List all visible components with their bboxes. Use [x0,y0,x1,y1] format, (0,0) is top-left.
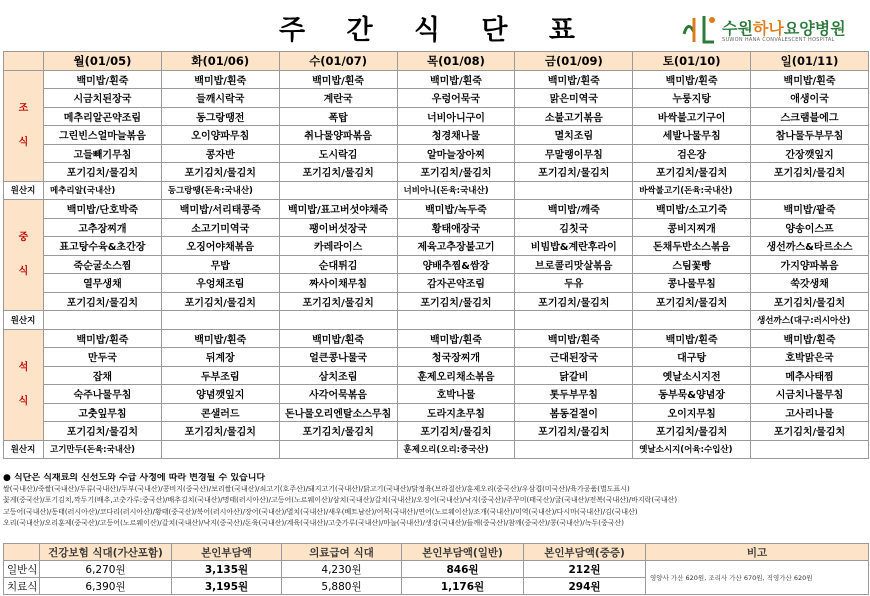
cost-note: 영양사 가산 620원, 조리사 가산 670원, 직영가산 620원 [646,561,869,595]
menu-item: 포기김치/물김치 [279,422,397,441]
menu-item: 간장깻잎지 [751,144,869,163]
menu-item: 소불고기볶음 [515,107,633,126]
menu-item: 누룽지탕 [633,89,751,108]
menu-item: 스팀꽃빵 [633,255,751,274]
menu-item: 오이지무침 [633,403,751,422]
origin-item [515,440,633,459]
menu-item: 훈제오리채소볶음 [397,366,515,385]
cost-header: 의료급여 식대 [282,544,402,561]
menu-item: 옛날소시지전 [633,366,751,385]
menu-item: 포기김치/물김치 [397,163,515,182]
menu-item: 만두국 [44,348,162,367]
menu-row [4,366,869,385]
menu-item: 맑은미역국 [515,89,633,108]
origin-item [633,311,751,330]
menu-row [4,422,869,441]
menu-item: 너비아니구이 [397,107,515,126]
menu-item: 그린빈스얼마늘볶음 [44,126,162,145]
menu-item: 호박나물 [397,385,515,404]
menu-item: 오징어야채볶음 [161,237,279,256]
menu-item: 백미밥/소고기죽 [633,200,751,219]
day-header: 금(01/09) [515,52,633,71]
menu-item: 쑥갓생채 [751,274,869,293]
menu-item: 돈채두반소스볶음 [633,237,751,256]
menu-item: 두유 [515,274,633,293]
meal-label-dinner: 석 식 [4,329,44,440]
menu-item: 백미밥/흰죽 [751,70,869,89]
menu-item: 알마늘장아찌 [397,144,515,163]
origin-item [515,311,633,330]
origin-item [161,440,279,459]
menu-item: 우엉채조림 [161,274,279,293]
notes-origin-line: 고등어(국내산)/동태(러시아산)/코다리(러시아산)/황태(중국산)/북어(러시아산)/장어(국내산)/멸치(국내산)/새우(베트남산)/어묵(국내산)/연어(노르웨이산)/조개(국내산)/미역(국내산)/다시마(국내산)/김(국내산) [3,507,638,516]
menu-item: 포기김치/물김치 [751,292,869,311]
meal-label-lunch: 중 식 [4,200,44,311]
menu-item: 콩나물무침 [633,274,751,293]
menu-row [4,329,869,348]
menu-item: 생선까스&타르소스 [751,237,869,256]
cost-value: 1,176원 [402,578,524,595]
day-header: 수(01/07) [279,52,397,71]
meal-label-breakfast: 조 식 [4,70,44,181]
cost-value: 5,880원 [282,578,402,595]
cost-value: 3,195원 [172,578,282,595]
menu-item: 양송이스프 [751,218,869,237]
menu-item: 콘샐러드 [161,403,279,422]
menu-item: 포기김치/물김치 [633,163,751,182]
origin-item [279,440,397,459]
menu-row [4,70,869,89]
menu-item: 바싹불고기구이 [633,107,751,126]
menu-item: 무말랭이무침 [515,144,633,163]
menu-item: 시금치된장국 [44,89,162,108]
corner-cell [4,52,44,71]
menu-item: 뒤계장 [161,348,279,367]
menu-item: 백미밥/녹두죽 [397,200,515,219]
menu-item: 포기김치/물김치 [515,422,633,441]
cost-row-label: 일반식 [4,561,40,578]
menu-item: 백미밥/팥죽 [751,200,869,219]
menu-item: 청국장찌개 [397,348,515,367]
menu-item: 검은장 [633,144,751,163]
origin-item: 너비아니(돈육:국내산) [397,181,515,200]
origin-item [279,311,397,330]
origin-item [279,181,397,200]
origin-item: 생선까스(대구:러시아산) [751,311,869,330]
menu-item: 멸치조림 [515,126,633,145]
origin-item [397,311,515,330]
cost-header: 비고 [646,544,869,561]
menu-item: 백미밥/흰죽 [161,70,279,89]
menu-item: 소고기미역국 [161,218,279,237]
menu-item: 포기김치/물김치 [397,292,515,311]
menu-row [4,126,869,145]
menu-item: 호박맑은국 [751,348,869,367]
menu-item: 포기김치/물김치 [397,422,515,441]
menu-item: 포기김치/물김치 [161,422,279,441]
origin-item: 옛날소시지(어육:수입산) [633,440,751,459]
menu-item: 잡채 [44,366,162,385]
menu-item: 시금치나물무침 [751,385,869,404]
menu-item: 열무생채 [44,274,162,293]
origin-item [751,181,869,200]
menu-item: 비빔밥&계란후라이 [515,237,633,256]
menu-row [4,274,869,293]
day-header: 토(01/10) [633,52,751,71]
menu-item: 얼큰콩나물국 [279,348,397,367]
menu-item: 고춧잎무침 [44,403,162,422]
origin-row [4,311,869,330]
menu-item: 포기김치/물김치 [515,163,633,182]
menu-item: 짜사이채무침 [279,274,397,293]
menu-item: 삼치조림 [279,366,397,385]
menu-item: 백미밥/흰죽 [44,329,162,348]
notes-disclaimer: ● 식단은 식재료의 신선도와 수급 사정에 따라 변경될 수 있습니다 [3,473,266,483]
menu-item: 숙주나물무침 [44,385,162,404]
menu-item: 제육고추장불고기 [397,237,515,256]
meal-cost-table [3,543,869,595]
origin-row [4,440,869,459]
menu-item: 동그랑땡전 [161,107,279,126]
menu-item: 동부묵&양념장 [633,385,751,404]
menu-row [4,403,869,422]
menu-item: 대구탕 [633,348,751,367]
menu-item: 애생이국 [751,89,869,108]
menu-item: 백미밥/흰죽 [633,329,751,348]
weekly-menu-table [3,51,869,459]
menu-item: 양배추찜&쌈장 [397,255,515,274]
cost-header [4,544,40,561]
menu-item: 포기김치/물김치 [633,422,751,441]
menu-item: 포기김치/물김치 [279,163,397,182]
menu-item: 순대튀김 [279,255,397,274]
menu-item: 김칫국 [515,218,633,237]
menu-item: 콩비지찌개 [633,218,751,237]
origin-item [44,311,162,330]
cost-value: 212원 [524,561,646,578]
cost-row-label: 치료식 [4,578,40,595]
menu-item: 포기김치/물김치 [751,163,869,182]
menu-item: 스크램블에그 [751,107,869,126]
menu-item: 팽이버섯장국 [279,218,397,237]
menu-item: 사각어묵볶음 [279,385,397,404]
origin-label: 원산지 [4,440,44,459]
menu-item: 포기김치/물김치 [279,292,397,311]
origin-item [751,440,869,459]
menu-item: 근대된장국 [515,348,633,367]
day-header: 화(01/06) [161,52,279,71]
day-header: 월(01/05) [44,52,162,71]
menu-item: 포기김치/물김치 [44,163,162,182]
cost-value: 3,135원 [172,561,282,578]
day-header-row [4,52,869,71]
menu-item: 톳두부무침 [515,385,633,404]
cost-header: 본인부담액 [172,544,282,561]
menu-item: 돈나물오리엔탈소스무침 [279,403,397,422]
menu-item: 포기김치/물김치 [44,292,162,311]
menu-item: 들깨시락국 [161,89,279,108]
day-header: 목(01/08) [397,52,515,71]
menu-item: 백미밥/흰죽 [397,329,515,348]
menu-row [4,218,869,237]
menu-row [4,163,869,182]
menu-item: 포기김치/물김치 [751,422,869,441]
menu-item: 백미밥/흰죽 [751,329,869,348]
menu-item: 백미밥/단호박죽 [44,200,162,219]
menu-item: 고추장찌개 [44,218,162,237]
cost-value: 294원 [524,578,646,595]
menu-item: 포기김치/물김치 [161,163,279,182]
menu-item: 백미밥/흰죽 [279,329,397,348]
menu-item: 포기김치/물김치 [161,292,279,311]
menu-item: 세발나물무침 [633,126,751,145]
menu-item: 백미밥/깨죽 [515,200,633,219]
menu-item: 포기김치/물김치 [515,292,633,311]
notes-origin-line: 쌀(국내산)/죽쌀(국내산)/두류(국내산)/두부(국내산)/콩비지(중국산)/보리쌀(국내산)/쇠고기(호주산)/돼지고기(국내산)/닭고기(국내산)/닭정육(브라질산)/훈제오리(중국산)/우삼겹(미국산)/육가공품(별도표시) [3,485,630,494]
menu-item: 우렁어묵국 [397,89,515,108]
menu-item: 황태애장국 [397,218,515,237]
menu-item: 백미밥/표고버섯야채죽 [279,200,397,219]
origin-item [515,181,633,200]
cost-header: 건강보험 식대(가산포함) [40,544,172,561]
cost-value: 4,230원 [282,561,402,578]
menu-item: 메추사태찜 [751,366,869,385]
day-header: 일(01/11) [751,52,869,71]
menu-item: 표고탕수육&초간장 [44,237,162,256]
menu-row [4,385,869,404]
menu-item: 백미밥/흰죽 [633,70,751,89]
hospital-subtitle: SUWON HANA CONVALESCENT HOSPITAL [722,37,835,43]
menu-item: 브로콜리맛살볶음 [515,255,633,274]
menu-row [4,107,869,126]
origin-row [4,181,869,200]
cost-value: 846원 [402,561,524,578]
cost-value: 6,270원 [40,561,172,578]
menu-item: 무밥 [161,255,279,274]
menu-row [4,144,869,163]
notes-origin-line: 오리(국내산)/오리훈제(중국산)/고등어(노르웨이산)/갈치(국내산)/낙지(중국산)/돈육(국내산)/계육(국내산)/고춧가루(국내산)/마늘(국내산)/생강(국내산)/들깨(중국산)/참깨(중국산)/콩(국내산)/녹두(중국산) [3,518,625,527]
cost-value: 6,390원 [40,578,172,595]
hospital-logo [680,10,865,50]
menu-item: 죽순굴소스찜 [44,255,162,274]
menu-item: 콩자반 [161,144,279,163]
menu-item: 백미밥/흰죽 [397,70,515,89]
notes-origin-line: 꽃게(중국산)/포기김치,깍두기(배추,고춧가루:중국산)/배추김치(국내산)/명태(러시아산)/고등어(노르웨이산)/삼치(국내산)/갈치(국내산)/오징어(국내산)/낙지(중국산)/주꾸미(태국산)/굴(국내산)/전복(국내산)/바지락(국내산) [3,496,678,505]
menu-item: 폭탑 [279,107,397,126]
menu-item: 메추리알곤약조림 [44,107,162,126]
page-title: 주 간 식 단 표 [278,15,591,46]
origin-item: 고기만두(돈육:국내산) [44,440,162,459]
menu-row [4,237,869,256]
menu-item: 백미밥/서리태콩죽 [161,200,279,219]
menu-row [4,292,869,311]
menu-row [4,89,869,108]
origin-item: 바싹불고기(돈육:국내산) [633,181,751,200]
origin-label: 원산지 [4,311,44,330]
menu-item: 가지양파볶음 [751,255,869,274]
hospital-name: 수원하나요양병원 [722,19,846,38]
menu-item: 감자곤약조림 [397,274,515,293]
menu-item: 고사리나물 [751,403,869,422]
menu-item: 닭갈비 [515,366,633,385]
origin-item: 동그랑땡(돈육:국내산) [161,181,279,200]
menu-item: 포기김치/물김치 [633,292,751,311]
origin-item: 훈제오리(오리:중국산) [397,440,515,459]
cost-header-row [4,544,869,561]
menu-item: 계란국 [279,89,397,108]
menu-item: 백미밥/흰죽 [279,70,397,89]
menu-row [4,255,869,274]
hospital-logo-icon [680,12,720,46]
notes-section [3,473,869,529]
menu-row [4,200,869,219]
origin-item: 메추리알(국내산) [44,181,162,200]
menu-item: 도시락김 [279,144,397,163]
menu-item: 오이양파무침 [161,126,279,145]
menu-item: 백미밥/흰죽 [515,70,633,89]
menu-item: 참나물두부무침 [751,126,869,145]
cost-header: 본인부담액(중증) [524,544,646,561]
menu-item: 청경채나물 [397,126,515,145]
menu-item: 백미밥/흰죽 [515,329,633,348]
menu-item: 양념깻잎지 [161,385,279,404]
origin-label: 원산지 [4,181,44,200]
menu-item: 카레라이스 [279,237,397,256]
cost-header: 본인부담액(일반) [402,544,524,561]
cost-row-general [4,561,869,578]
menu-item: 백미밥/흰죽 [161,329,279,348]
menu-item: 봄동겉절이 [515,403,633,422]
menu-row [4,348,869,367]
origin-item [161,311,279,330]
menu-item: 취나물양파볶음 [279,126,397,145]
menu-item: 도라지초무침 [397,403,515,422]
menu-item: 백미밥/흰죽 [44,70,162,89]
menu-item: 두부조림 [161,366,279,385]
menu-item: 고들빼기무침 [44,144,162,163]
menu-item: 포기김치/물김치 [44,422,162,441]
